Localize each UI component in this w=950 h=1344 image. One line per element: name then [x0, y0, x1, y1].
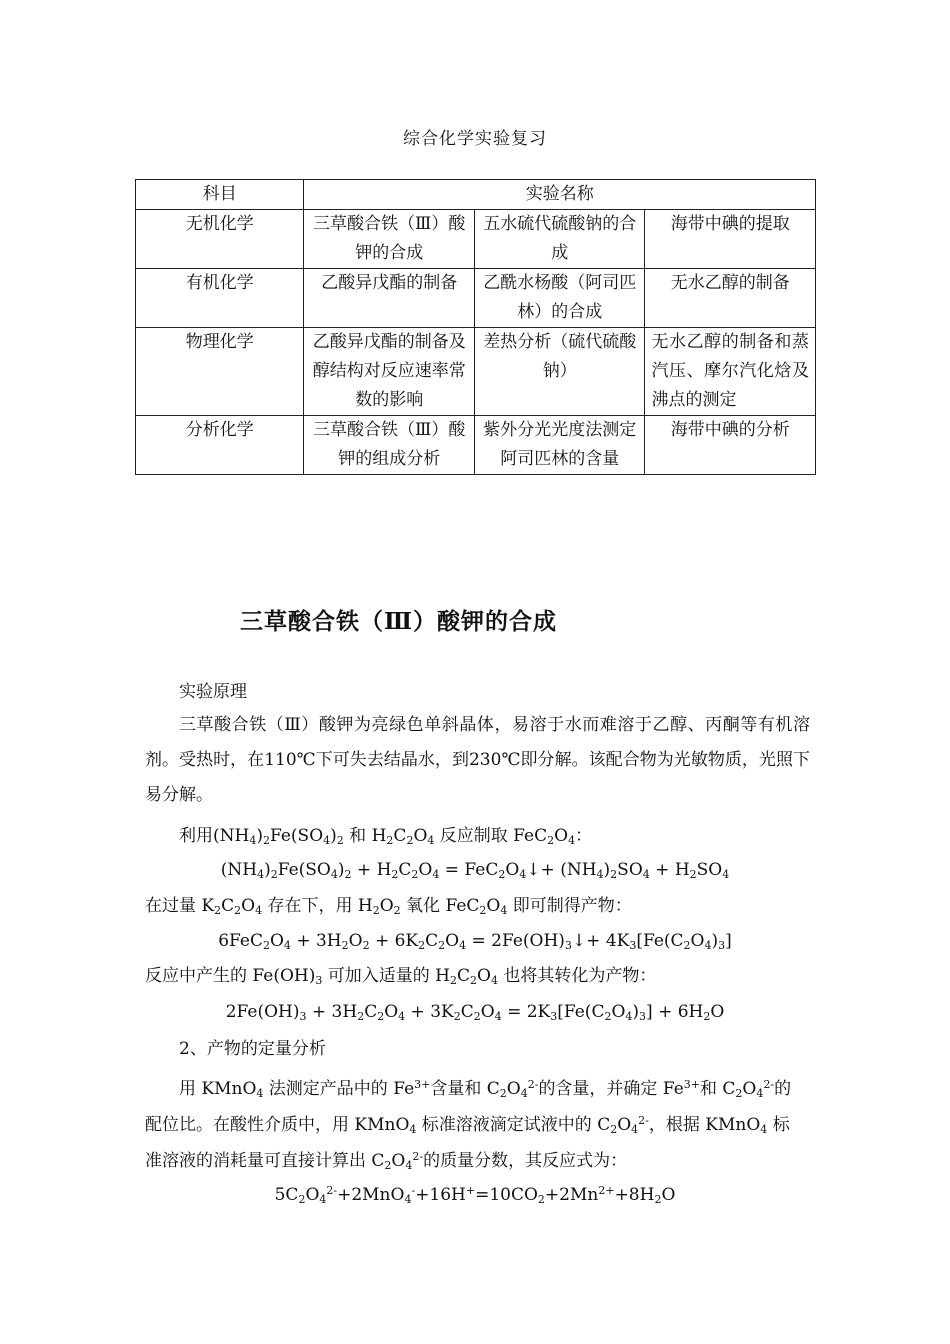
row-subject: 物理化学	[136, 328, 304, 416]
row-subject: 无机化学	[136, 210, 304, 269]
reaction-intro-1: 利用$(NH_4)_2Fe(SO_4)_2$ 和 $H_2C_2O_4$ 反应制取 $FeC_2O_4$：	[179, 826, 593, 847]
table-cell: 海带中碘的提取	[645, 210, 816, 269]
quant-text-line-3: 准溶液的消耗量可直接计算出 $C_2O_4^{2-}$的质量分数，其反应式为：	[145, 1150, 628, 1172]
table-cell: 乙酸异戊酯的制备	[304, 269, 475, 328]
principle-paragraph: 三草酸合铁（Ⅲ）酸钾为亮绿色单斜晶体，易溶于水而难溶于乙醇、丙酮等有机溶剂。受热时，在110℃下可失去结晶水，到230℃即分解。该配合物为光敏物质，光照下易分解。	[145, 715, 810, 805]
equation-1: $(NH_4)_2Fe(SO_4)_2 + H_2C_2O_4$ = $FeC_2O_4↓+ (NH_4)_2SO_4 + H_2SO_4$	[220, 860, 730, 881]
table-row	[136, 269, 816, 328]
experiment-table	[135, 179, 816, 475]
reaction-intro-3: 反应中产生的 $Fe(OH)_3$ 可加入适量的 $H_2C_2O_4$ 也将其转化为产物：	[145, 966, 657, 987]
table-cell: 差热分析（硫代硫酸钠）	[475, 328, 645, 416]
quant-text-line-2: 配位比。在酸性介质中，用 KMnO$_4$ 标准溶液滴定试液中的 $C_2O_4^{2-}$，根据 KMnO$_4$ 标	[145, 1114, 790, 1136]
equation-3: $2Fe(OH)_3 + 3H_2C_2O_4 + 3K_2C_2O_4 = 2K_3[Fe(C_2O_4)_3] + 6H_2O$	[225, 1002, 725, 1023]
equation-4: $5C_2O_4^{2-}+2MnO_4^-+16H^+=10CO_2+2Mn^{2+}+8H_2O$	[274, 1184, 676, 1206]
table-row	[136, 210, 816, 269]
table-cell: 五水硫代硫酸钠的合成	[475, 210, 645, 269]
equation-2: $6FeC_2O_4 + 3H_2O_2 + 6K_2C_2O_4$ = $2Fe(OH)_3↓+ 4K_3[Fe(C_2O_4)_3]$	[218, 931, 732, 952]
table-cell: 乙酸异戊酯的制备及醇结构对反应速率常数的影响	[304, 328, 475, 416]
table-cell: 无水乙醇的制备和蒸汽压、摩尔汽化焓及沸点的测定	[645, 328, 816, 416]
table-cell: 无水乙醇的制备	[645, 269, 816, 328]
table-cell: 三草酸合铁（Ⅲ）酸钾的组成分析	[304, 416, 475, 475]
section-title: 三草酸合铁（Ⅲ）酸钾的合成	[240, 608, 558, 635]
quant-analysis-heading: 2、产物的定量分析	[179, 1039, 326, 1059]
header-experiment-name: 实验名称	[304, 180, 816, 210]
reaction-intro-2: 在过量 $K_2C_2O_4$ 存在下，用 $H_2O_2$ 氧化 $FeC_2O_4$ 即可制得产物：	[145, 896, 632, 917]
table-cell: 海带中碘的分析	[645, 416, 816, 475]
row-subject: 有机化学	[136, 269, 304, 328]
table-row	[136, 328, 816, 416]
table-row	[136, 416, 816, 475]
document-title: 综合化学实验复习	[403, 129, 547, 149]
row-subject: 分析化学	[136, 416, 304, 475]
table-header-row	[136, 180, 816, 210]
principle-heading: 实验原理	[179, 682, 247, 702]
header-subject: 科目	[136, 180, 304, 210]
quant-text-line-1: 用 KMnO$_4$ 法测定产品中的 $Fe^{3+}$含量和 $C_2O_4^{2-}$的含量，并确定 $Fe^{3+}$和 $C_2O_4^{2-}$的	[179, 1078, 792, 1100]
table-cell: 三草酸合铁（Ⅲ）酸钾的合成	[304, 210, 475, 269]
table-cell: 乙酰水杨酸（阿司匹林）的合成	[475, 269, 645, 328]
table-cell: 紫外分光光度法测定阿司匹林的含量	[475, 416, 645, 475]
